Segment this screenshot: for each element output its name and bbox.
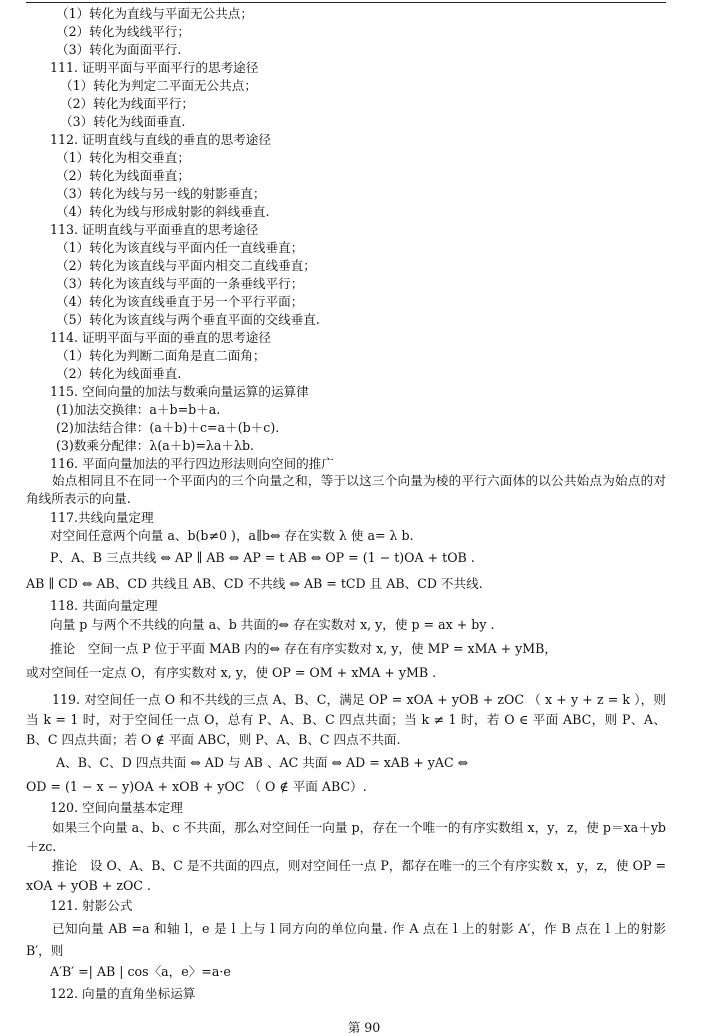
- section-heading-113: 113. 证明直线与平面垂直的思考途径: [50, 222, 259, 237]
- text-line: 或对空间任一定点 O，有序实数对 x, y，使 OP = OM + xMA + yMB .: [26, 665, 437, 680]
- section-heading-118: 118. 共面向量定理: [50, 598, 158, 613]
- text-line: （2）转化为该直线与平面内相交二直线垂直；: [56, 258, 316, 273]
- text-line: （3）转化为该直线与平面的一条垂线平行；: [56, 276, 304, 291]
- paragraph-119: 119. 对空间任一点 O 和不共线的三点 A、B、C，满足 OP = xOA + yOB + zOC （ x + y + z = k ），则当 k = 1 时，对于空间任一点 O，总有 P、A、B、C 四点共面；当 k ≠ 1 时，若 O ∈ 平面 ABC，则 P、A、B、C 四点共面；若 O ∉ 平面 ABC，则 P、A、B、C 四点不共面.: [26, 692, 666, 747]
- paragraph-120a: 如果三个向量 a、b、c 不共面，那么对空间任一向量 p，存在一个唯一的有序实数组 x，y，z，使 p＝xa＋yb＋zc.: [26, 820, 666, 854]
- text-line: （2）转化为线面平行；: [60, 96, 194, 111]
- text-line: (1)加法交换律：a＋b=b＋a.: [56, 402, 221, 417]
- text-line: （4）转化为线与形成射影的斜线垂直.: [56, 204, 270, 219]
- text-line: （4）转化为该直线垂直于另一个平行平面；: [56, 294, 304, 309]
- text-line: （1）转化为判定二平面无公共点；: [60, 78, 257, 93]
- formula-line: OD = (1 − x − y)OA + xOB + yOC （ O ∉ 平面 ABC）.: [26, 779, 367, 794]
- text-line: 对空间任意两个向量 a、b(b≠0 )，a∥b⇔ 存在实数 λ 使 a= λ b.: [50, 528, 414, 543]
- section-heading-122: 122. 向量的直角坐标运算: [50, 986, 196, 1001]
- text-line: （2）转化为线面垂直.: [56, 366, 182, 381]
- section-heading-120: 120. 空间向量基本定理: [50, 800, 183, 815]
- text-line: （1）转化为该直线与平面内任一直线垂直；: [56, 240, 304, 255]
- section-heading-111: 111. 证明平面与平面平行的思考途径: [50, 60, 259, 75]
- header-rule: [26, 2, 666, 3]
- section-heading-117: 117.共线向量定理: [50, 510, 154, 525]
- formula-line: A、B、C、D 四点共面 ⇔ AD 与 AB 、AC 共面 ⇔ AD = xAB + yAC ⇔: [56, 755, 469, 770]
- formula-line: AB ∥ CD ⇔ AB、CD 共线且 AB、CD 不共线 ⇔ AB = tCD 且 AB、CD 不共线.: [26, 576, 483, 591]
- section-heading-115: 115. 空间向量的加法与数乘向量运算的运算律: [50, 384, 309, 399]
- text-line: (2)加法结合律：(a＋b)＋c=a＋(b＋c).: [56, 420, 280, 435]
- text-line: （1）转化为直线与平面无公共点；: [56, 6, 253, 21]
- paragraph-120b: 推论 设 O、A、B、C 是不共面的四点，则对空间任一点 P，都存在唯一的三个有序实数 x，y，z，使 OP = xOA + yOB + zOC .: [26, 858, 666, 893]
- text-line: （3）转化为面面平行.: [56, 42, 182, 57]
- page-number: 第 90: [347, 1020, 381, 1035]
- text-line: （1）转化为相交垂直；: [56, 150, 190, 165]
- text-line: (3)数乘分配律：λ(a＋b)=λa＋λb.: [56, 438, 255, 453]
- formula-line: P、A、B 三点共线 ⇔ AP ∥ AB ⇔ AP = t AB ⇔ OP = (1 − t)OA + tOB .: [50, 550, 475, 565]
- text-line: （2）转化为线面垂直；: [56, 168, 190, 183]
- text-line: （1）转化为判断二面角是直二面角；: [56, 348, 266, 363]
- text-line: 推论 空间一点 P 位于平面 MAB 内的⇔ 存在有序实数对 x, y，使 MP = xMA + yMB，: [50, 641, 558, 656]
- section-heading-116: 116. 平面向量加法的平行四边形法则向空间的推广: [50, 456, 334, 471]
- section-heading-114: 114. 证明平面与平面的垂直的思考途径: [50, 330, 271, 345]
- text-line: （3）转化为线面垂直.: [60, 114, 186, 129]
- paragraph-116: 始点相同且不在同一个平面内的三个向量之和，等于以这三个向量为棱的平行六面体的以公共始点为始点的对角线所表示的向量.: [26, 473, 666, 506]
- text-line: （5）转化为该直线与两个垂直平面的交线垂直.: [56, 312, 320, 327]
- section-heading-112: 112. 证明直线与直线的垂直的思考途径: [50, 132, 271, 147]
- formula-line: A′B′ =| AB | cos〈a，e〉=a·e: [50, 964, 231, 979]
- paragraph-121: 已知向量 AB =a 和轴 l，e 是 l 上与 l 同方向的单位向量. 作 A 点在 l 上的射影 A′，作 B 点在 l 上的射影 B′，则: [26, 921, 666, 958]
- text-line: （3）转化为线与另一线的射影垂直；: [56, 186, 266, 201]
- text-line: 向量 p 与两个不共线的向量 a、b 共面的⇔ 存在实数对 x, y，使 p = ax + by .: [50, 617, 495, 632]
- section-heading-121: 121. 射影公式: [50, 898, 133, 913]
- text-line: （2）转化为线线平行；: [56, 24, 190, 39]
